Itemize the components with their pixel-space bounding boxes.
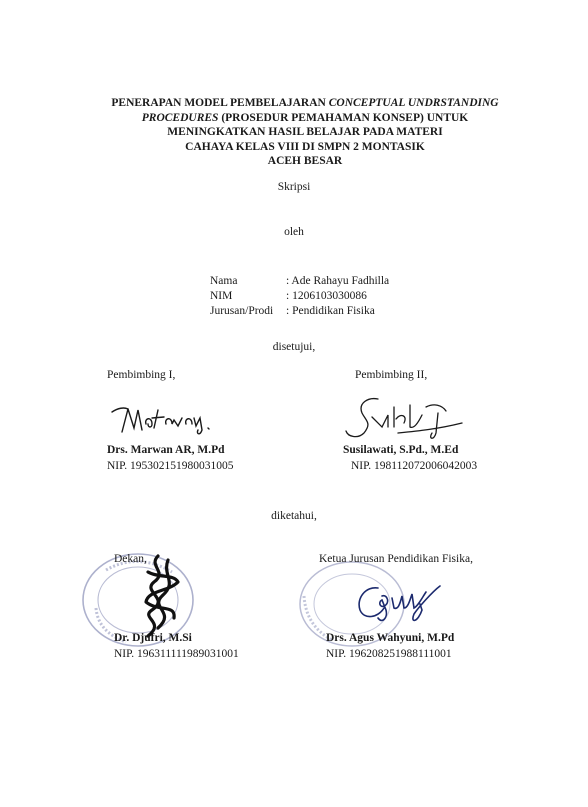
title-line-3: MENINGKATKAN HASIL BELAJAR PADA MATERI (167, 126, 443, 138)
acknowledged-label: diketahui, (271, 510, 317, 522)
supervisor2-nip: NIP. 198112072006042003 (351, 460, 478, 472)
supervisor1-name: Drs. Marwan AR, M.Pd (107, 444, 225, 456)
student-program-value: : Pendidikan Fisika (286, 305, 375, 317)
title-line-5: ACEH BESAR (267, 155, 343, 167)
supervisor1-signature (108, 398, 228, 440)
approved-label: disetujui, (272, 341, 316, 353)
dean-role: Dekan, (114, 553, 147, 565)
thesis-title (60, 96, 550, 169)
head-signature (348, 578, 448, 628)
student-name-value: : Ade Rahayu Fadhilla (286, 275, 390, 287)
head-role: Ketua Jurusan Pendidikan Fisika, (319, 553, 473, 565)
student-name-label: Nama (210, 275, 238, 287)
head-name: Drs. Agus Wahyuni, M.Pd (326, 632, 455, 644)
supervisor1-role: Pembimbing I, (107, 369, 176, 381)
document-type: Skripsi (277, 181, 311, 193)
dean-name: Dr. Djufri, M.Si (114, 632, 192, 644)
title-line-4: CAHAYA KELAS VIII DI SMPN 2 MONTASIK (185, 140, 425, 153)
by-label: oleh (284, 226, 304, 238)
title-line-2: PROCEDURES (PROSEDUR PEMAHAMAN KONSEP) UNTUK (141, 111, 469, 124)
student-info (0, 274, 588, 322)
supervisor2-name: Susilawati, S.Pd., M.Ed (343, 444, 459, 456)
student-program-label: Jurusan/Prodi (210, 305, 274, 317)
dean-signature (118, 552, 198, 642)
student-nim-value: : 1206103030086 (286, 290, 367, 302)
head-nip: NIP. 196208251988111001 (326, 648, 452, 660)
title-line-1: PENERAPAN MODEL PEMBELAJARAN CONCEPTUAL UNDRSTANDING (111, 97, 499, 109)
supervisor2-signature (338, 393, 478, 445)
dean-nip: NIP. 196311111989031001 (114, 648, 239, 660)
supervisor2-role: Pembimbing II, (355, 369, 428, 381)
student-nim-label: NIM (210, 290, 233, 302)
supervisor1-nip: NIP. 195302151980031005 (107, 460, 234, 472)
